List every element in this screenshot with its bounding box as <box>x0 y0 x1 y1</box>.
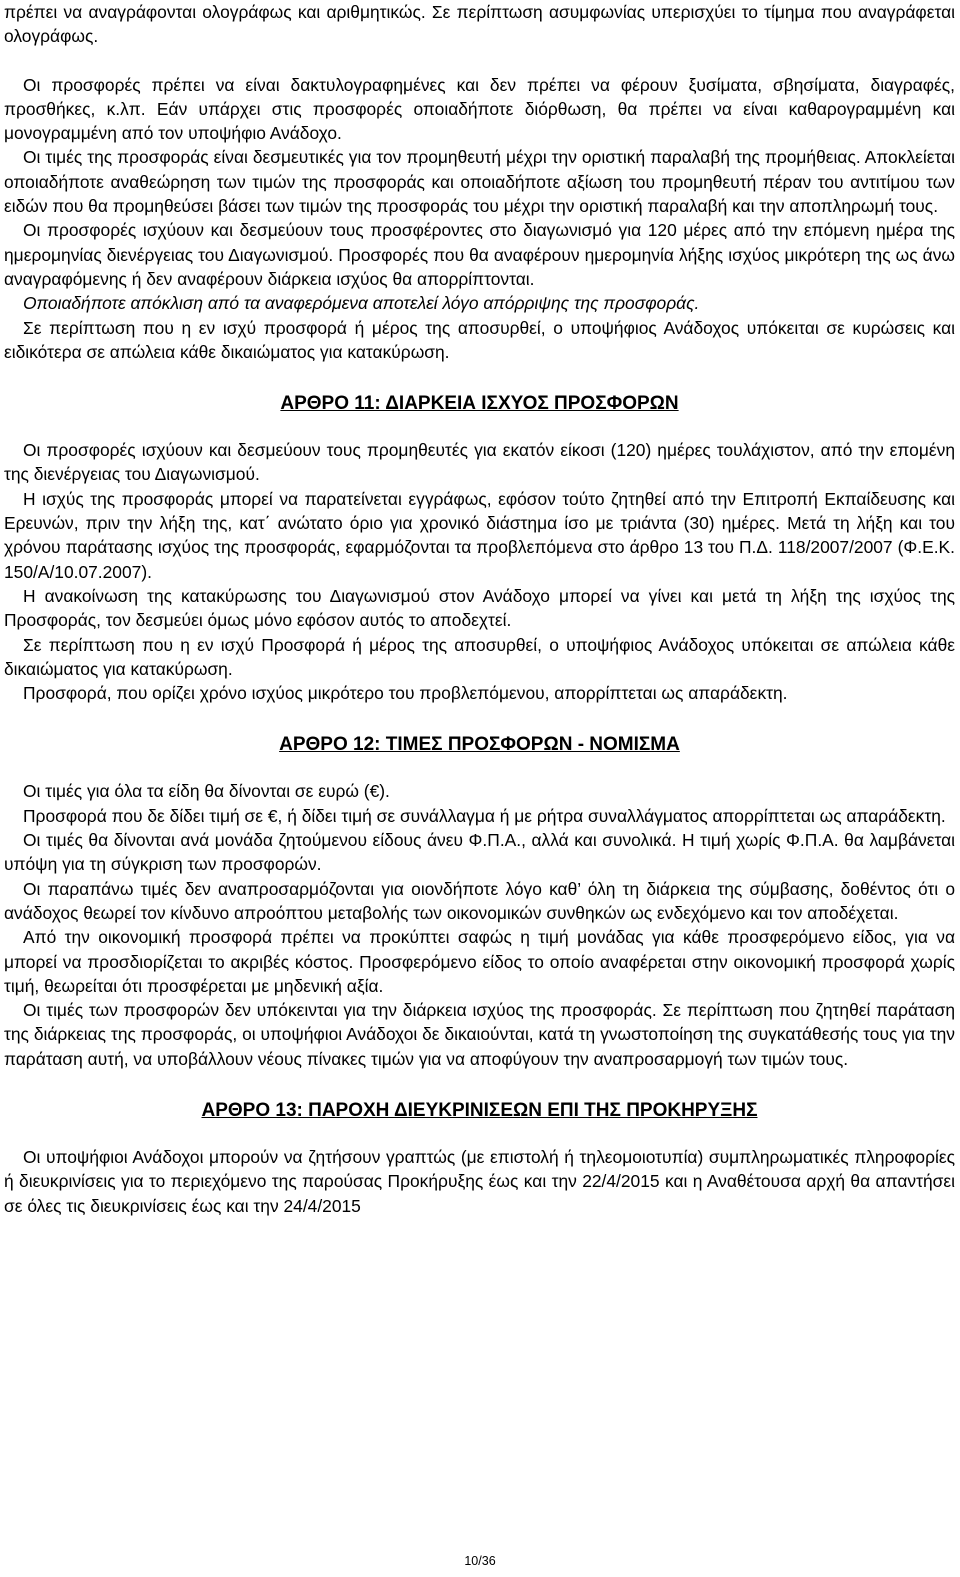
paragraph: Οι τιμές για όλα τα είδη θα δίνονται σε ευρώ (€). <box>23 781 390 802</box>
article-12-heading: ΑΡΘΡΟ 12: ΤΙΜΕΣ ΠΡΟΣΦΟΡΩΝ - ΝΟΜΙΣΜΑ <box>279 734 680 756</box>
paragraph: Σε περίπτωση που η εν ισχύ προσφορά ή μέρος της αποσυρθεί, ο υποψήφιος Ανάδοχος υπόκειται σε κυρώσεις και ειδικότερα σε απώλεια κάθε δικαιώματος για κατακύρωση. <box>4 317 955 362</box>
paragraph: Από την οικονομική προσφορά πρέπει να προκύπτει σαφώς η τιμή μονάδας για κάθε προσφερόμενο είδος, για να μπορεί να προσδιορίζεται το ακριβές κόστος. Προσφερόμενο είδος το οποίο αναφέρεται στην οικονομική προσφορά χωρίς τιμή, θεωρείται ότι προσφέρεται με μηδενική αξία. <box>4 927 955 996</box>
paragraph: Οι υποψήφιοι Ανάδοχοι μπορούν να ζητήσουν γραπτώς (με επιστολή ή τηλεομοιοτυπία) συμπληρωματικές πληροφορίες ή διευκρινίσεις για το περιεχόμενο της παρούσας Προκήρυξης έως και την 22/4/2015 και η Αναθέτουσα αρχή θα απαντήσει σε όλες τις διευκρινίσεις έως και την 24/4/2015 <box>4 1146 955 1216</box>
document-page <box>4 0 955 1218</box>
article-11-heading: ΑΡΘΡΟ 11: ΔΙΑΡΚΕΙΑ ΙΣΧΥΟΣ ΠΡΟΣΦΟΡΩΝ <box>280 393 679 415</box>
paragraph: Οι παραπάνω τιμές δεν αναπροσαρμόζονται για οιονδήποτε λόγο καθ’ όλη τη διάρκεια της σύμβασης, δοθέντος ότι ο ανάδοχος θεωρεί τον κίνδυνο απροόπτου μεταβολής των οικονομικών συνθηκών ως ενδεχόμενο και τον αποδέχεται. <box>4 878 955 923</box>
article-13-heading: ΑΡΘΡΟ 13: ΠΑΡΟΧΗ ΔΙΕΥΚΡΙΝΙΣΕΩΝ ΕΠΙ ΤΗΣ ΠΡΟΚΗΡΥΞΗΣ <box>201 1099 758 1121</box>
paragraph: Οι προσφορές ισχύουν και δεσμεύουν τους προμηθευτές για εκατόν είκοσι (120) ημέρες τουλάχιστον, από την επομένη της διενέργειας του Διαγωνισμού. <box>4 440 955 485</box>
paragraph: πρέπει να αναγράφονται ολογράφως και αριθμητικώς. Σε περίπτωση ασυμφωνίας υπερισχύει το τίμημα που αναγράφεται ολογράφως. <box>4 2 955 47</box>
paragraph: Οι τιμές θα δίνονται ανά μονάδα ζητούμενου είδους άνευ Φ.Π.Α., αλλά και συνολικά. Η τιμή χωρίς Φ.Π.Α. θα λαμβάνεται υπόψη για τη σύγκριση των προσφορών. <box>4 830 955 875</box>
paragraph: Η ανακοίνωση της κατακύρωσης του Διαγωνισμού στον Ανάδοχο μπορεί να γίνει και μετά τη λήξη της ισχύος της Προσφοράς, τον δεσμεύει όμως μόνο εφόσον αυτός το αποδεχτεί. <box>4 585 955 631</box>
paragraph: Προσφορά που δε δίδει τιμή σε €, ή δίδει τιμή σε συνάλλαγμα ή με ρήτρα συναλλάγματος απορρίπτεται ως απαράδεκτη. <box>23 805 946 826</box>
paragraph: Οι τιμές της προσφοράς είναι δεσμευτικές για τον προμηθευτή μέχρι την οριστική παραλαβή της προμήθειας. Αποκλείεται οποιαδήποτε αναθεώρηση των τιμών της προσφοράς και οποιαδήποτε αξίωση του προμηθευτή πέραν του αντιτίμου των ειδών που θα προμηθεύσει βάσει των τιμών της προσφοράς του μέχρι την οριστική παραλαβή και την αποπληρωμή τους. <box>4 147 955 217</box>
paragraph-italic: Οποιαδήποτε απόκλιση από τα αναφερόμενα αποτελεί λόγο απόρριψης της προσφοράς. <box>23 293 700 314</box>
paragraph: Οι τιμές των προσφορών δεν υπόκεινται για την διάρκεια ισχύος της προσφοράς. Σε περίπτωση που ζητηθεί παράταση της διάρκειας της προσφοράς, οι υποψήφιοι Ανάδοχοι δε δικαιούνται, κατά τη γνωστοποίηση της συγκατάθεσής τους για την παράταση αυτή, να υποβάλλουν νέους πίνακες τιμών για να αποφύγουν την αναπροσαρμογή των τιμών τους. <box>4 1000 955 1069</box>
paragraph: Οι προσφορές πρέπει να είναι δακτυλογραφημένες και δεν πρέπει να φέρουν ξυσίματα, σβησίματα, διαγραφές, προσθήκες, κ.λπ. Εάν υπάρχει στις προσφορές οποιαδήποτε διόρθωση, θα πρέπει να είναι καθαρογραμμένη και μονογραμμένη από τον υποψήφιο Ανάδοχο. <box>4 74 955 144</box>
page-number: 10/36 <box>464 1554 496 1568</box>
paragraph: Η ισχύς της προσφοράς μπορεί να παρατείνεται εγγράφως, εφόσον τούτο ζητηθεί από την Επιτροπή Εκπαίδευσης και Ερευνών, πριν την λήξη της, κατ΄ ανώτατο όριο για χρονικό διάστημα ίσο με τριάντα (30) ημέρες. Μετά τη λήξη και του χρόνου παράτασης ισχύος της προσφοράς, εφαρμόζονται τα προβλεπόμενα στο άρθρο 13 του Π.Δ. 118/2007/2007 (Φ.Ε.Κ. 150/Α/10.07.2007). <box>4 488 955 582</box>
paragraph: Προσφορά, που ορίζει χρόνο ισχύος μικρότερο του προβλεπόμενου, απορρίπτεται ως απαράδεκτη. <box>23 683 788 704</box>
paragraph: Σε περίπτωση που η εν ισχύ Προσφορά ή μέρος της αποσυρθεί, ο υποψήφιος Ανάδοχος υπόκειται σε απώλεια κάθε δικαιώματος για κατακύρωση. <box>4 634 955 679</box>
paragraph: Οι προσφορές ισχύουν και δεσμεύουν τους προσφέροντες στο διαγωνισμό για 120 μέρες από την επόμενη ημέρα της ημερομηνίας διενέργειας του Διαγωνισμού. Προσφορές που θα αναφέρουν ημερομηνία λήξης ισχύος μικρότερη της ως άνω αναγραφόμενης ή δεν αναφέρουν διάρκεια ισχύος θα απορρίπτονται. <box>4 220 955 289</box>
